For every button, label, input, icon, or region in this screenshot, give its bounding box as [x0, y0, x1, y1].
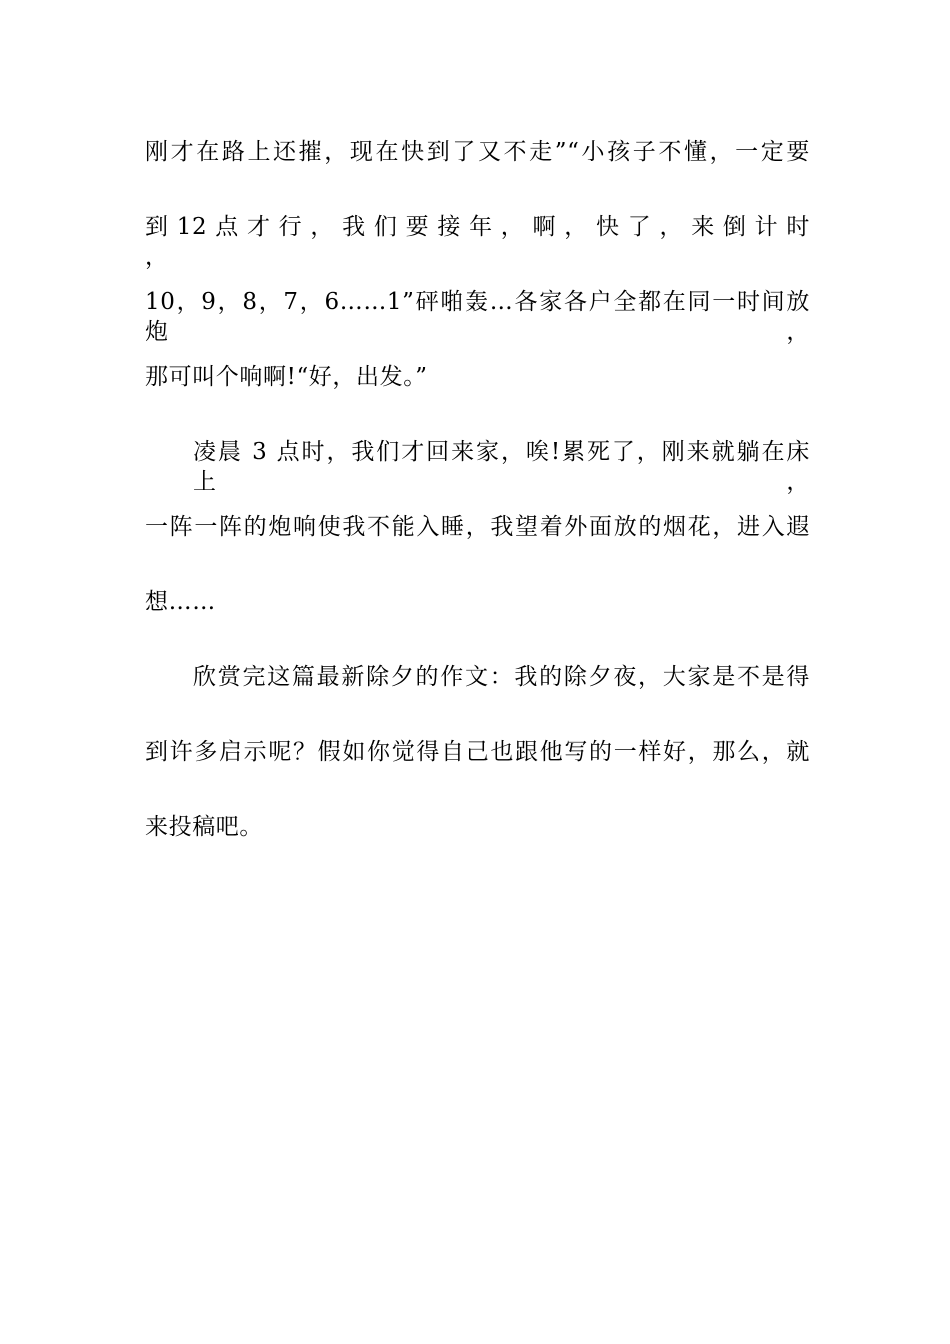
paragraph-1-line-1: 刚才在路上还摧，现在快到了又不走”“小孩子不懂，一定要 — [145, 139, 810, 165]
paragraph-2-line-2: 一阵一阵的炮响使我不能入睡，我望着外面放的烟花，进入遐 — [145, 514, 810, 540]
paragraph-1-line-3: 10，9，8，7，6……1”砰啪轰…各家各户全都在同一时间放炮， — [145, 289, 810, 345]
paragraph-3-line-2: 到许多启示呢？假如你觉得自己也跟他写的一样好，那么，就 — [145, 739, 810, 765]
paragraph-3-line-3: 来投稿吧。 — [145, 814, 263, 840]
paragraph-3-line-1: 欣赏完这篇最新除夕的作文：我的除夕夜，大家是不是得 — [193, 664, 810, 690]
paragraph-2-line-1: 凌晨 3 点时，我们才回来家，唉!累死了，刚来就躺在床上， — [193, 439, 810, 495]
paragraph-2-line-3: 想…… — [145, 589, 216, 615]
paragraph-1-line-4: 那可叫个响啊!“好，出发。” — [145, 364, 428, 390]
paragraph-1-line-2: 到 12 点 才 行 ， 我 们 要 接 年 ， 啊 ， 快 了 ， 来 倒 计 时 ， — [145, 214, 810, 270]
